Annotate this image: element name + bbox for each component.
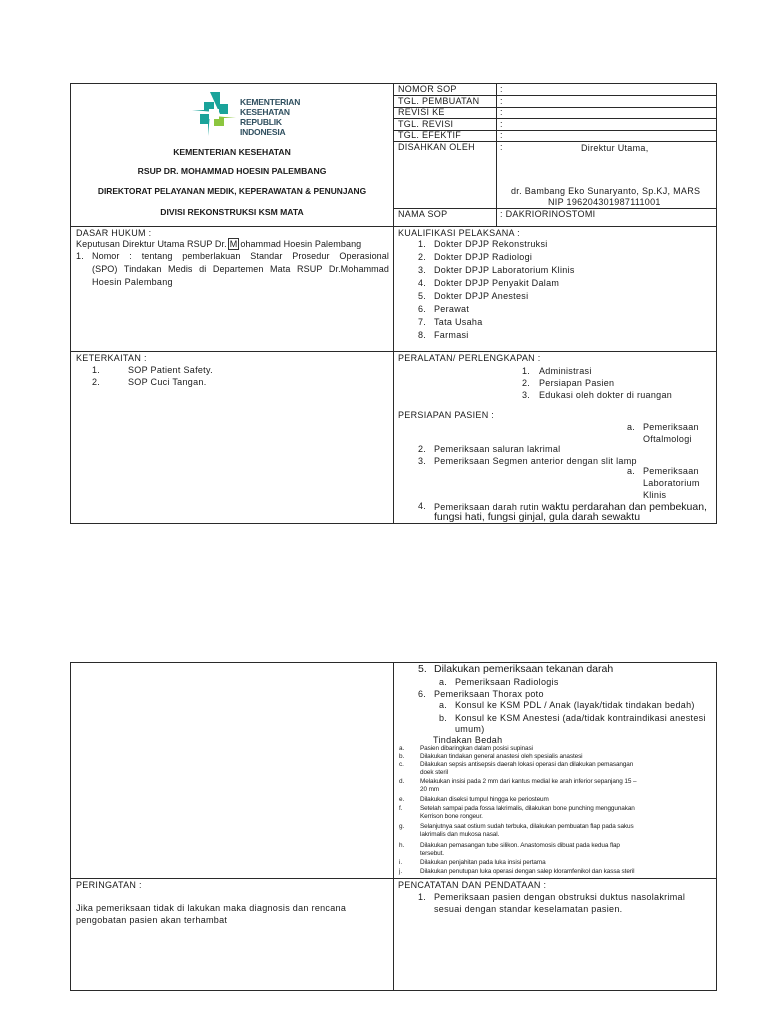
step-letter-b: b. (399, 753, 405, 760)
p2-item-6: Pemeriksaan Thorax poto (434, 689, 544, 699)
label-tgl-pembuatan: TGL. PEMBUATAN (398, 96, 480, 106)
peringatan-text-l2: pengobatan pasien akan terhambat (76, 915, 228, 925)
persiapan-num-2: 2. (418, 444, 427, 454)
kualifikasi-item-4: Dokter DPJP Penyakit Dalam (434, 278, 560, 288)
directorate-title: DIREKTORAT PELAYANAN MEDIK, KEPERAWATAN & PENUNJANG (97, 186, 367, 196)
dasar-hukum-title: DASAR HUKUM : (76, 228, 152, 238)
label-nama-sop: NAMA SOP (398, 209, 448, 219)
value-revisi-ke: : (500, 107, 503, 117)
step-letter-h: h. (399, 842, 405, 849)
persiapan-num-4: 4. (418, 501, 427, 511)
peringatan-title: PERINGATAN : (76, 880, 142, 890)
signer-nip: NIP 196204301987111001 (548, 197, 661, 207)
step-g-l1: Selanjutnya saat ostium sudah terbuka, dilakukan pembuatan flap pada sakus (420, 823, 634, 830)
kualifikasi-item-6: Perawat (434, 304, 470, 314)
step-f-l1: Setelah sampai pada fossa lakrimalis, dilakukan bone punching menggunakan (420, 805, 635, 812)
value-disahkan-oleh: : (500, 142, 503, 152)
peringatan-text-l1: Jika pemeriksaan tidak di lakukan maka diagnosis dan rencana (76, 903, 347, 913)
step-j-l1: Dilakukan penutupan luka operasi dengan salep kloramfenikol dan kassa steril (420, 868, 635, 875)
label-revisi-ke: REVISI KE (398, 107, 445, 117)
peralatan-item-3: Edukasi oleh dokter di ruangan (539, 390, 673, 400)
tindakan-bedah-title: Tindakan Bedah (433, 735, 503, 745)
label-nomor-sop: NOMOR SOP (398, 84, 457, 94)
keterkaitan-item-2: SOP Cuci Tangan. (128, 377, 207, 387)
step-a-l1: Pasien dibaringkan dalam posisi supinasi (420, 745, 533, 752)
ministry-logo (190, 90, 300, 140)
keterkaitan-num-1: 1. (92, 365, 101, 375)
pencatatan-num-1: 1. (418, 892, 427, 902)
peralatan-item-1: Administrasi (539, 366, 592, 376)
kualifikasi-num-7: 7. (418, 317, 427, 327)
kualifikasi-item-3: Dokter DPJP Laboratorium Klinis (434, 265, 575, 275)
value-tgl-revisi: : (500, 119, 503, 129)
dasar-hukum-item-l1: Nomor : tentang pemberlakuan Standar Prosedur Operasional (92, 251, 389, 261)
dasar-hukum-num: 1. (76, 251, 85, 261)
persiapan-a1-letter: a. (627, 422, 636, 432)
ministry-of-health-logo-icon (190, 90, 238, 138)
kualifikasi-title: KUALIFIKASI PELAKSANA : (398, 228, 520, 238)
step-d-l1: Melakukan insisi pada 2 mm dari kantus medial ke arah inferior sepanjang 15 – (420, 778, 637, 785)
kualifikasi-num-3: 3. (418, 265, 427, 275)
step-letter-f: f. (399, 805, 403, 812)
persiapan-a1-l1: Pemeriksaan (643, 422, 699, 432)
persiapan-a2-l3: Klinis (643, 490, 667, 500)
pencatatan-title: PENCATATAN DAN PENDATAAN : (398, 880, 547, 890)
step-letter-g: g. (399, 823, 405, 830)
dasar-hukum-line1: Keputusan Direktur Utama RSUP Dr. M ohammad Hoesin Palembang (76, 239, 362, 249)
peralatan-title: PERALATAN/ PERLENGKAPAN : (398, 353, 541, 363)
persiapan-title: PERSIAPAN PASIEN : (398, 410, 495, 420)
kualifikasi-num-5: 5. (418, 291, 427, 301)
step-i-l1: Dilakukan penjahitan pada luka insisi pertama (420, 859, 546, 866)
step-letter-c: c. (399, 761, 404, 768)
nama-sop-value: : DAKRIORINOSTOMI (500, 209, 596, 219)
p2-item-5a-letter: a. (439, 677, 448, 687)
peralatan-num-3: 3. (522, 390, 531, 400)
signer-name: dr. Bambang Eko Sunaryanto, Sp.KJ, MARS (511, 186, 701, 196)
step-h-l1: Dilakukan pemasangan tube silikon. Anastomosis dibuat pada kedua flap (420, 842, 620, 849)
p2-item-5: Dilakukan pemeriksaan tekanan darah (434, 663, 614, 675)
persiapan-num-3: 3. (418, 456, 427, 466)
kualifikasi-item-5: Dokter DPJP Anestesi (434, 291, 529, 301)
keterkaitan-num-2: 2. (92, 377, 101, 387)
step-letter-e: e. (399, 796, 405, 803)
pencatatan-item-l1: Pemeriksaan pasien dengan obstruksi duktus nasolakrimal (434, 892, 686, 902)
step-letter-j: j. (399, 868, 402, 875)
dasar-hukum-item-l3: Hoesin Palembang (92, 277, 173, 287)
step-letter-a: a. (399, 745, 405, 752)
step-c-l1: Dilakukan sepsis antisepsis daerah lokasi operasi dan dilakukan pemasangan (420, 761, 634, 768)
pencatatan-item-l2: sesuai dengan standar keselamatan pasien. (434, 904, 623, 914)
kualifikasi-num-1: 1. (418, 239, 427, 249)
value-tgl-efektif: : (500, 130, 503, 140)
logo-line-2: KESEHATAN (240, 107, 290, 117)
persiapan-item-3: Pemeriksaan Segmen anterior dengan slit lamp (434, 456, 637, 466)
logo-line-4: INDONESIA (240, 127, 286, 137)
p2-num-5: 5. (418, 663, 427, 675)
kualifikasi-item-8: Farmasi (434, 330, 469, 340)
direktur-title: Direktur Utama, (581, 143, 649, 153)
persiapan-a2-letter: a. (627, 466, 636, 476)
label-disahkan-oleh: DISAHKAN OLEH (398, 142, 475, 152)
value-tgl-pembuatan: : (500, 96, 503, 106)
step-b-l1: Dilakukan tindakan general anastesi oleh spesialis anastesi (420, 753, 583, 760)
step-d-l2: 20 mm (420, 786, 440, 793)
peralatan-num-1: 1. (522, 366, 531, 376)
p2-item-6a: Konsul ke KSM PDL / Anak (layak/tidak tindakan bedah) (455, 700, 695, 710)
dasar-hukum-item-l2: (SPO) Tindakan Medis di Departemen Mata RSUP Dr.Mohammad (92, 264, 389, 274)
persiapan-item-4-line2: fungsi hati, fungsi ginjal, gula darah sewaktu (434, 511, 641, 523)
p2-item-6a-letter: a. (439, 700, 448, 710)
ministry-title: KEMENTERIAN KESEHATAN (173, 147, 291, 157)
hospital-title: RSUP DR. MOHAMMAD HOESIN PALEMBANG (137, 166, 327, 176)
peralatan-num-2: 2. (522, 378, 531, 388)
step-f-l2: Kerrison bone rongeur. (420, 813, 483, 820)
kualifikasi-item-2: Dokter DPJP Radiologi (434, 252, 533, 262)
kualifikasi-num-6: 6. (418, 304, 427, 314)
persiapan-a1-l2: Oftalmologi (643, 434, 692, 444)
persiapan-a2-l2: Laboratorium (643, 478, 700, 488)
value-nomor-sop: : (500, 84, 503, 94)
persiapan-item-4-line1: Pemeriksaan darah rutin waktu perdarahan dan pembekuan, (434, 501, 707, 513)
label-tgl-efektif: TGL. EFEKTIF (398, 130, 462, 140)
persiapan-item-2: Pemeriksaan saluran lakrimal (434, 444, 561, 454)
p2-num-6: 6. (418, 689, 427, 699)
peralatan-item-2: Persiapan Pasien (539, 378, 615, 388)
kualifikasi-num-8: 8. (418, 330, 427, 340)
p2-item-6b-letter: b. (439, 713, 448, 723)
kualifikasi-item-7: Tata Usaha (434, 317, 483, 327)
step-g-l2: lakrimalis dan mukosa nasal. (420, 831, 500, 838)
logo-line-1: KEMENTERIAN (240, 97, 301, 107)
keterkaitan-item-1: SOP Patient Safety. (128, 365, 213, 375)
step-letter-i: i. (399, 859, 402, 866)
step-c-l2: doek steril (420, 769, 449, 776)
step-e-l1: Dilakukan diseksi tumpul hingga ke periosteum (420, 796, 549, 803)
keterkaitan-title: KETERKAITAN : (76, 353, 147, 363)
p2-item-6b-l1: Konsul ke KSM Anestesi (ada/tidak kontraindikasi anestesi (455, 713, 706, 723)
kualifikasi-item-1: Dokter DPJP Rekonstruksi (434, 239, 548, 249)
kualifikasi-num-4: 4. (418, 278, 427, 288)
division-title: DIVISI REKONSTRUKSI KSM MATA (160, 207, 304, 217)
label-tgl-revisi: TGL. REVISI (398, 119, 454, 129)
boxed-letter: M (229, 239, 238, 249)
p2-item-5a: Pemeriksaan Radiologis (455, 677, 559, 687)
step-letter-d: d. (399, 778, 405, 785)
logo-line-3: REPUBLIK (240, 117, 282, 127)
step-h-l2: tersebut. (420, 850, 444, 857)
kualifikasi-num-2: 2. (418, 252, 427, 262)
persiapan-a2-l1: Pemeriksaan (643, 466, 699, 476)
p2-item-6b-l2: umum) (455, 724, 485, 734)
